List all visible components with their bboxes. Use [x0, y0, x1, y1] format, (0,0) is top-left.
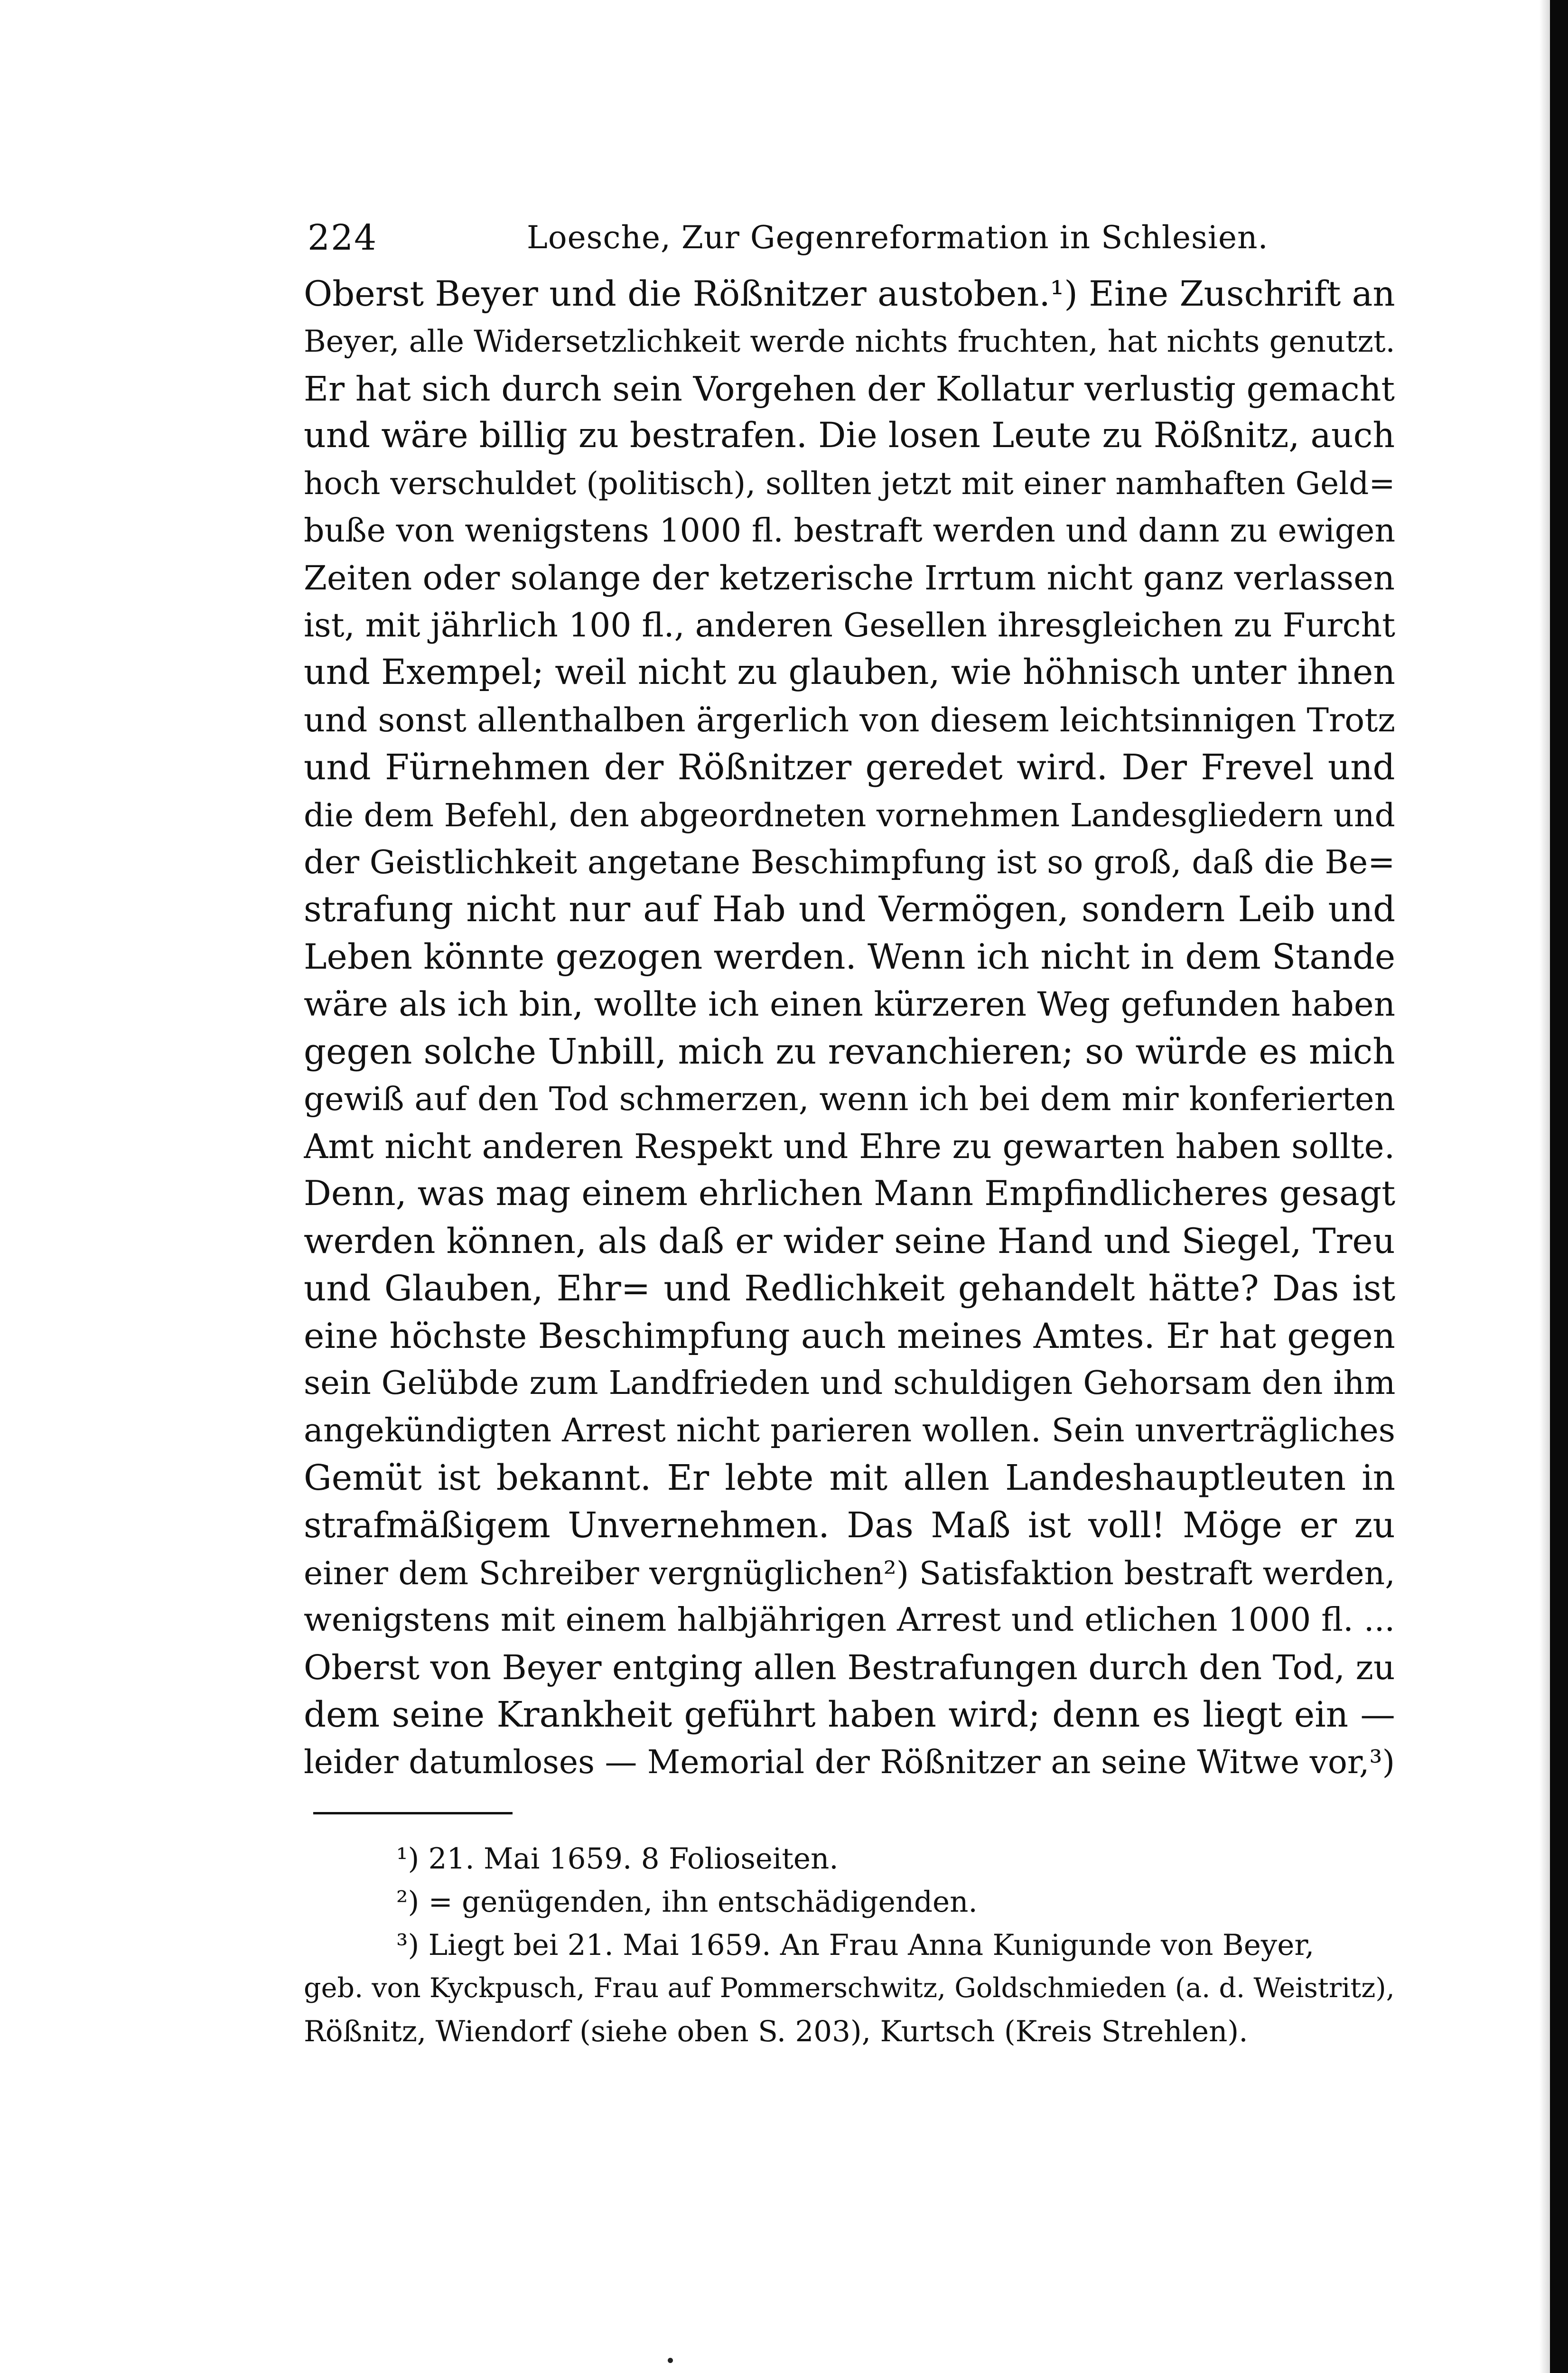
footnote-line: ²) = genügenden, ihn entschädigenden.	[396, 1885, 978, 1919]
text-line: strafung nicht nur auf Hab und Vermögen, sondern Leib und	[304, 889, 1395, 930]
text-line: Beyer, alle Widersetzlichkeit werde nichts fruchten, hat nichts genutzt.	[304, 323, 1395, 359]
book-page	[304, 209, 1395, 2053]
text-line: und Glauben, Ehr= und Redlichkeit gehandelt hätte? Das ist	[304, 1268, 1395, 1309]
footnote-line: Rößnitz, Wiendorf (siehe oben S. 203), Kurtsch (Kreis Strehlen).	[304, 2014, 1248, 2048]
text-line: ist, mit jährlich 100 fl., anderen Gesellen ihresgleichen zu Furcht	[304, 606, 1395, 645]
footnote-divider	[313, 1812, 513, 1814]
text-line: wenigstens mit einem halbjährigen Arrest und etlichen 1000 fl. ...	[304, 1601, 1395, 1639]
text-line: und sonst allenthalben ärgerlich von diesem leichtsinnigen Trotz	[304, 701, 1395, 740]
text-line: leider datumloses — Memorial der Rößnitzer an seine Witwe vor,³)	[304, 1743, 1395, 1781]
text-line: buße von wenigstens 1000 fl. bestraft werden und dann zu ewigen	[304, 512, 1395, 550]
text-line: und wäre billig zu bestrafen. Die losen Leute zu Rößnitz, auch	[304, 416, 1395, 456]
text-line: Zeiten oder solange der ketzerische Irrtum nicht ganz verlassen	[304, 558, 1395, 598]
text-line: werden können, als daß er wider seine Hand und Siegel, Treu	[304, 1221, 1395, 1261]
footnote-line: ³) Liegt bei 21. Mai 1659. An Frau Anna Kunigunde von Beyer,	[396, 1928, 1315, 1962]
text-line: sein Gelübde zum Landfrieden und schuldigen Gehorsam den ihm	[304, 1364, 1395, 1402]
text-line: Gemüt ist bekannt. Er lebte mit allen Landeshauptleuten in	[304, 1457, 1395, 1498]
text-line: gewiß auf den Tod schmerzen, wenn ich bei dem mir konferierten	[304, 1080, 1395, 1118]
scan-border	[1550, 0, 1568, 2373]
text-line: einer dem Schreiber vergnüglichen²) Satisfaktion bestraft werden,	[304, 1554, 1395, 1592]
footnote-line: ¹) 21. Mai 1659. 8 Folioseiten.	[396, 1841, 839, 1876]
text-line: Amt nicht anderen Respekt und Ehre zu gewarten haben sollte.	[304, 1127, 1395, 1167]
text-line: der Geistlichkeit angetane Beschimpfung ist so groß, daß die Be=	[304, 843, 1395, 881]
running-head	[304, 209, 1395, 266]
text-line: die dem Befehl, den abgeordneten vornehmen Landesgliedern und	[304, 796, 1395, 834]
text-line: Er hat sich durch sein Vorgehen der Kollatur verlustig gemacht	[304, 369, 1395, 409]
text-line: hoch verschuldet (politisch), sollten jetzt mit einer namhaften Geld=	[304, 465, 1395, 502]
page-number: 224	[308, 217, 378, 258]
text-line: strafmäßigem Unvernehmen. Das Maß ist voll! Möge er zu	[304, 1505, 1395, 1546]
text-line: dem seine Krankheit geführt haben wird; denn es liegt ein —	[304, 1694, 1395, 1735]
print-speck	[668, 2358, 673, 2363]
text-line: Denn, was mag einem ehrlichen Mann Empfindlicheres gesagt	[304, 1174, 1395, 1214]
text-line: Oberst Beyer und die Rößnitzer austoben.¹) Eine Zuschrift an	[304, 274, 1395, 314]
text-line: Leben könnte gezogen werden. Wenn ich nicht in dem Stande	[304, 937, 1395, 978]
text-line: wäre als ich bin, wollte ich einen kürzeren Weg gefunden haben	[304, 984, 1395, 1024]
footnotes	[304, 1837, 1395, 2053]
text-line: und Exempel; weil nicht zu glauben, wie höhnisch unter ihnen	[304, 653, 1395, 693]
text-line: und Fürnehmen der Rößnitzer geredet wird. Der Frevel und	[304, 747, 1395, 788]
scan-page-edge-shadow	[1540, 0, 1550, 2373]
running-title: Loesche, Zur Gegenreformation in Schlesien.	[527, 219, 1269, 256]
body-text	[304, 271, 1395, 1786]
footnote-line: geb. von Kyckpusch, Frau auf Pommerschwitz, Goldschmieden (a. d. Weistritz),	[304, 1972, 1395, 2004]
text-line: angekündigten Arrest nicht parieren wollen. Sein unverträgliches	[304, 1411, 1395, 1450]
text-line: eine höchste Beschimpfung auch meines Amtes. Er hat gegen	[304, 1316, 1395, 1356]
text-line: Oberst von Beyer entging allen Bestrafungen durch den Tod, zu	[304, 1648, 1395, 1688]
text-line: gegen solche Unbill, mich zu revanchieren; so würde es mich	[304, 1031, 1395, 1072]
